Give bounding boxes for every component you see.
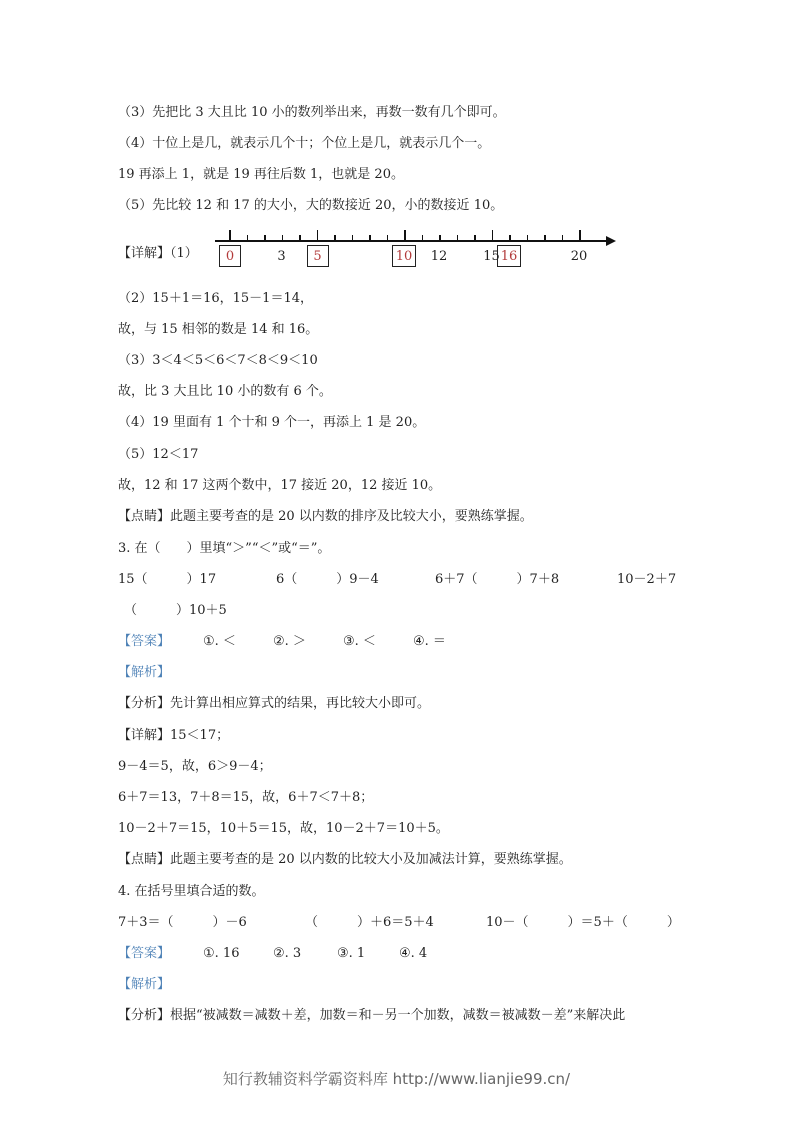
number-line-tick [439,235,441,240]
number-line-tick [457,235,459,240]
analysis-tag: 【解析】 [118,665,171,680]
answer-item: ④. ＝ [413,634,446,649]
number-line-tick [544,235,546,240]
detail-line: 【详解】15＜17； [118,728,230,743]
q3-item: 6＋7（ ）7＋8 [435,572,560,587]
number-line-label: 15 [483,249,500,264]
text-line: （4）19 里面有 1 个十和 9 个一，再添上 1 是 20。 [118,415,426,430]
question-4-title: 4. 在括号里填合适的数。 [118,884,265,899]
number-line-tick [474,235,476,240]
number-line-boxed-answer: 5 [307,245,329,267]
question-3-title: 3. 在（ ）里填“＞”“＜”或“＝”。 [118,541,331,556]
number-line-tick [299,235,301,240]
number-line-tick [579,230,581,240]
number-line-tick [422,235,424,240]
text-line: （4）十位上是几，就表示几个十；个位上是几，就表示几个一。 [118,136,491,151]
answer-item: ③. 1 [337,946,366,961]
text-line: （5）12＜17 [118,447,199,462]
answer-item: ③. ＜ [343,634,376,649]
text-line: （5）先比较 12 和 17 的大小，大的数接近 20，小的数接近 10。 [118,198,504,213]
answer-item: ①. 16 [203,946,240,961]
number-line-boxed-answer: 16 [497,245,521,267]
number-line-tick [369,235,371,240]
answer-tag: 【答案】 [118,946,171,961]
text-line: （3）先把比 3 大且比 10 小的数列举出来，再数一数有几个即可。 [118,105,506,120]
answer-item: ①. ＜ [203,634,236,649]
number-line-tick [509,235,511,240]
number-line-label: 【详解】（1） [118,246,198,261]
number-line-tick [527,235,529,240]
number-line-label: 20 [570,249,588,264]
q4-item: 10－（ ）＝5＋（ ） [486,915,680,930]
number-line-tick [264,235,266,240]
tip-line: 【点睛】此题主要考查的是 20 以内数的比较大小及加减法计算，要熟练掌握。 [118,852,572,867]
number-line-tick [334,235,336,240]
text-line: 故，与 15 相邻的数是 14 和 16。 [118,322,319,337]
text-line: 故，12 和 17 这两个数中，17 接近 20，12 接近 10。 [118,478,442,493]
number-line-tick [492,230,494,240]
q3-item: 6（ ）9－4 [276,572,379,587]
number-line-tick [282,235,284,240]
answer-item: ②. ＞ [273,634,306,649]
answer-tag: 【答案】 [118,634,171,649]
number-line-tick [387,235,389,240]
number-line-label: 3 [277,249,286,264]
analysis-text: 【分析】先计算出相应算式的结果，再比较大小即可。 [118,696,431,711]
tip-line: 【点睛】此题主要考查的是 20 以内数的排序及比较大小，要熟练掌握。 [118,509,533,524]
q3-item: 15（ ）17 [118,572,217,587]
number-line-tick [562,235,564,240]
arrow-right-icon [606,236,616,246]
detail-line: 9－4＝5，故，6＞9－4； [118,759,272,774]
number-line-tick [352,235,354,240]
number-line-axis [215,240,609,242]
text-line: 19 再添上 1，就是 19 再往后数 1，也就是 20。 [118,167,404,182]
analysis-text: 【分析】根据“被减数＝减数＋差，加数＝和－另一个加数，减数＝被减数－差”来解决此 [118,1008,626,1023]
q4-item: 7＋3＝（ ）－6 [118,915,247,930]
answer-item: ④. 4 [399,946,428,961]
q3-item: （ ）10＋5 [124,603,227,618]
number-line-tick [317,230,319,240]
q4-item: （ ）＋6＝5＋4 [305,915,434,930]
analysis-tag: 【解析】 [118,977,171,992]
number-line-boxed-answer: 10 [392,245,416,267]
detail-line: 10－2＋7＝15，10＋5＝15，故，10－2＋7＝10＋5。 [118,821,449,836]
number-line-label: 12 [430,249,448,264]
footer-watermark: 知行教辅资料学霸资料库 http://www.lianjie99.cn/ [222,1070,571,1088]
answer-item: ②. 3 [273,946,302,961]
number-line-tick [247,235,249,240]
text-line: （2）15＋1＝16，15－1＝14， [118,291,313,306]
q3-item: 10－2＋7 [617,572,677,587]
text-line: 故，比 3 大且比 10 小的数有 6 个。 [118,384,332,399]
detail-line: 6＋7＝13，7＋8＝15，故，6＋7＜7＋8； [118,790,374,805]
number-line-tick [229,230,231,240]
number-line-boxed-answer: 0 [219,245,241,267]
text-line: （3）3＜4＜5＜6＜7＜8＜9＜10 [118,353,318,368]
number-line-tick [404,230,406,240]
